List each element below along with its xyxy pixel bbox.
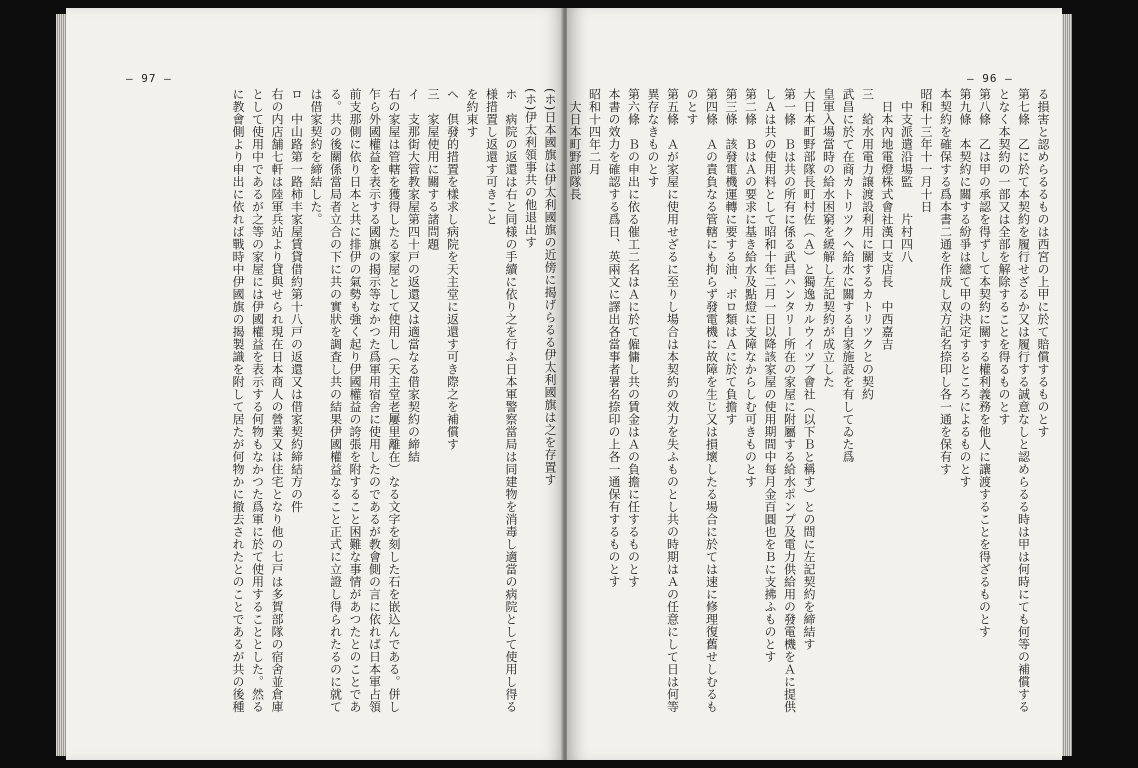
left-page-number: — 97 —	[126, 72, 172, 85]
left-page-edge-stack	[56, 14, 66, 756]
left-page-body-text: (ホ)日本國旗は伊太利國旗の近傍に揭げらるる伊太利國旗は之を存置す (ホ)伊太利領事共の他退出す ホ 病院の返還は右と同様の手續に依り之を行ふ日本軍警察當局は同建物を消毒し適當の病院として使用し得る様措置し返還す可きこと を約束す ヘ 倶發的措置を樣求し病院を天主堂に返還す可き際之を補償す 三 家屋使用に關する諸問題 イ 支那街大管教家屋第四十戸の返還又は適當なる借家契約の締結 右の家屋は管轄を獲得したる家屋として使用し（天主堂老屢里離在）なる文字を刻した石を嵌込んである。併し乍ら外國權益を表示する國旗の揭示等なかつた爲軍用宿舍に使用したのであるが教會側の言に依れば日本軍占領前支那側に依り日本と共に排伊の氣勢も強く起り伊國權益の誇張を附すること困難な事情があつたとのことである。共の後關係當局者立合の下に共の實狀を調査し共の結果伊國權益なること正式に立證し得られたるのに就ては借家契約を締結した。 ロ 中山路第一路柿丰家屋賃貸借約第十八戸の返還又は借家契約締結方の件 右の内店舗七軒は陸軍兵站より貸與せられ現在日本商人の營業又は住宅となり他の七戸は多賀部隊の宿舍並倉庫として使用中であるが之等の家屋には伊國權益を表示する何物もなかつた爲軍に於て使用することとした。然るに教會側より申出に依れば戰時中伊國旗の揭製識を附して居たが何物かに撤去されたとのことであるが共の後種	[231, 88, 557, 713]
left-page	[66, 8, 565, 760]
right-page-edge-stack	[1062, 14, 1072, 756]
right-page-body-text: る損害と認めらるるものは西宮の上甲に於て賠償するものとす 第七條 乙に於て本契約を履行せざるか又は履行する誠意なしと認めらるる時は甲は何時にても何等の補償するとなく本契約の一部又は全部を解除することを得るものとす 第八條 乙は甲の承認を得ずして本契約に關する權利義務を他人に讓渡することを得ざるものとす 第九條 本契約に關する紛爭は總て甲の決定するところによるものとす 本契約を確保する爲本書二通を作成し双方記名捺印し各一通を保有す 昭和十三年十一月十日 中支派遣沿場監 片村四八 日本內地電燈株式會社漢口支店長 中西嘉吉 三 給水用電力譲渡設利用に關するカトリツクとの契約 武昌に於て在商カトリツクへ給水に關する自家施設を有してゐた爲 皇軍入場當時の給水困窮を緩解し左記契約が成立した 大日本町野部隊長町村佐（Ａ）と獨逸カルウイツブ會社（以下Ｂと稱す）との間に左記契約を締結す 第一條 Ｂは共の所有に係る武昌ハンタリー所在の家屋に附屬する給水ポンプ及電力供給用の發電機をＡに提供しＡは共の使用料として昭和十年二月一日以降該家屋の使用期間中每月金百圓也をＢに支拂ふものとす 第二條 ＢはＡの要求に基き給水及點燈に支障なからしむ可きものとす 第三條 該發電機運轉に要する油、ボロ類はＡに於て負擔す 第四條 Ａの責負なる管轄にも拘らず發電機に故障を生じ又は損壞したる場合に於ては速に修理復舊せしむるものとす 第五條 Ａが家屋に使用せざるに至りし場合は本契約の效力を失ふものとし共の時期はＡの任意にして日は何等異存なきものとす 第六條 Ｂの申出に依る催工二名はＡに於て僱傭し共の賃金はＡの負擔に任するものとす 本書の效力を確認する爲日、英兩文に譯出各當事者署名捺印の上各一通保有するものとす 昭和十四年二月 大日本町野部隊長	[568, 88, 1050, 713]
right-page	[567, 8, 1062, 760]
right-page-number: — 96 —	[967, 72, 1013, 85]
